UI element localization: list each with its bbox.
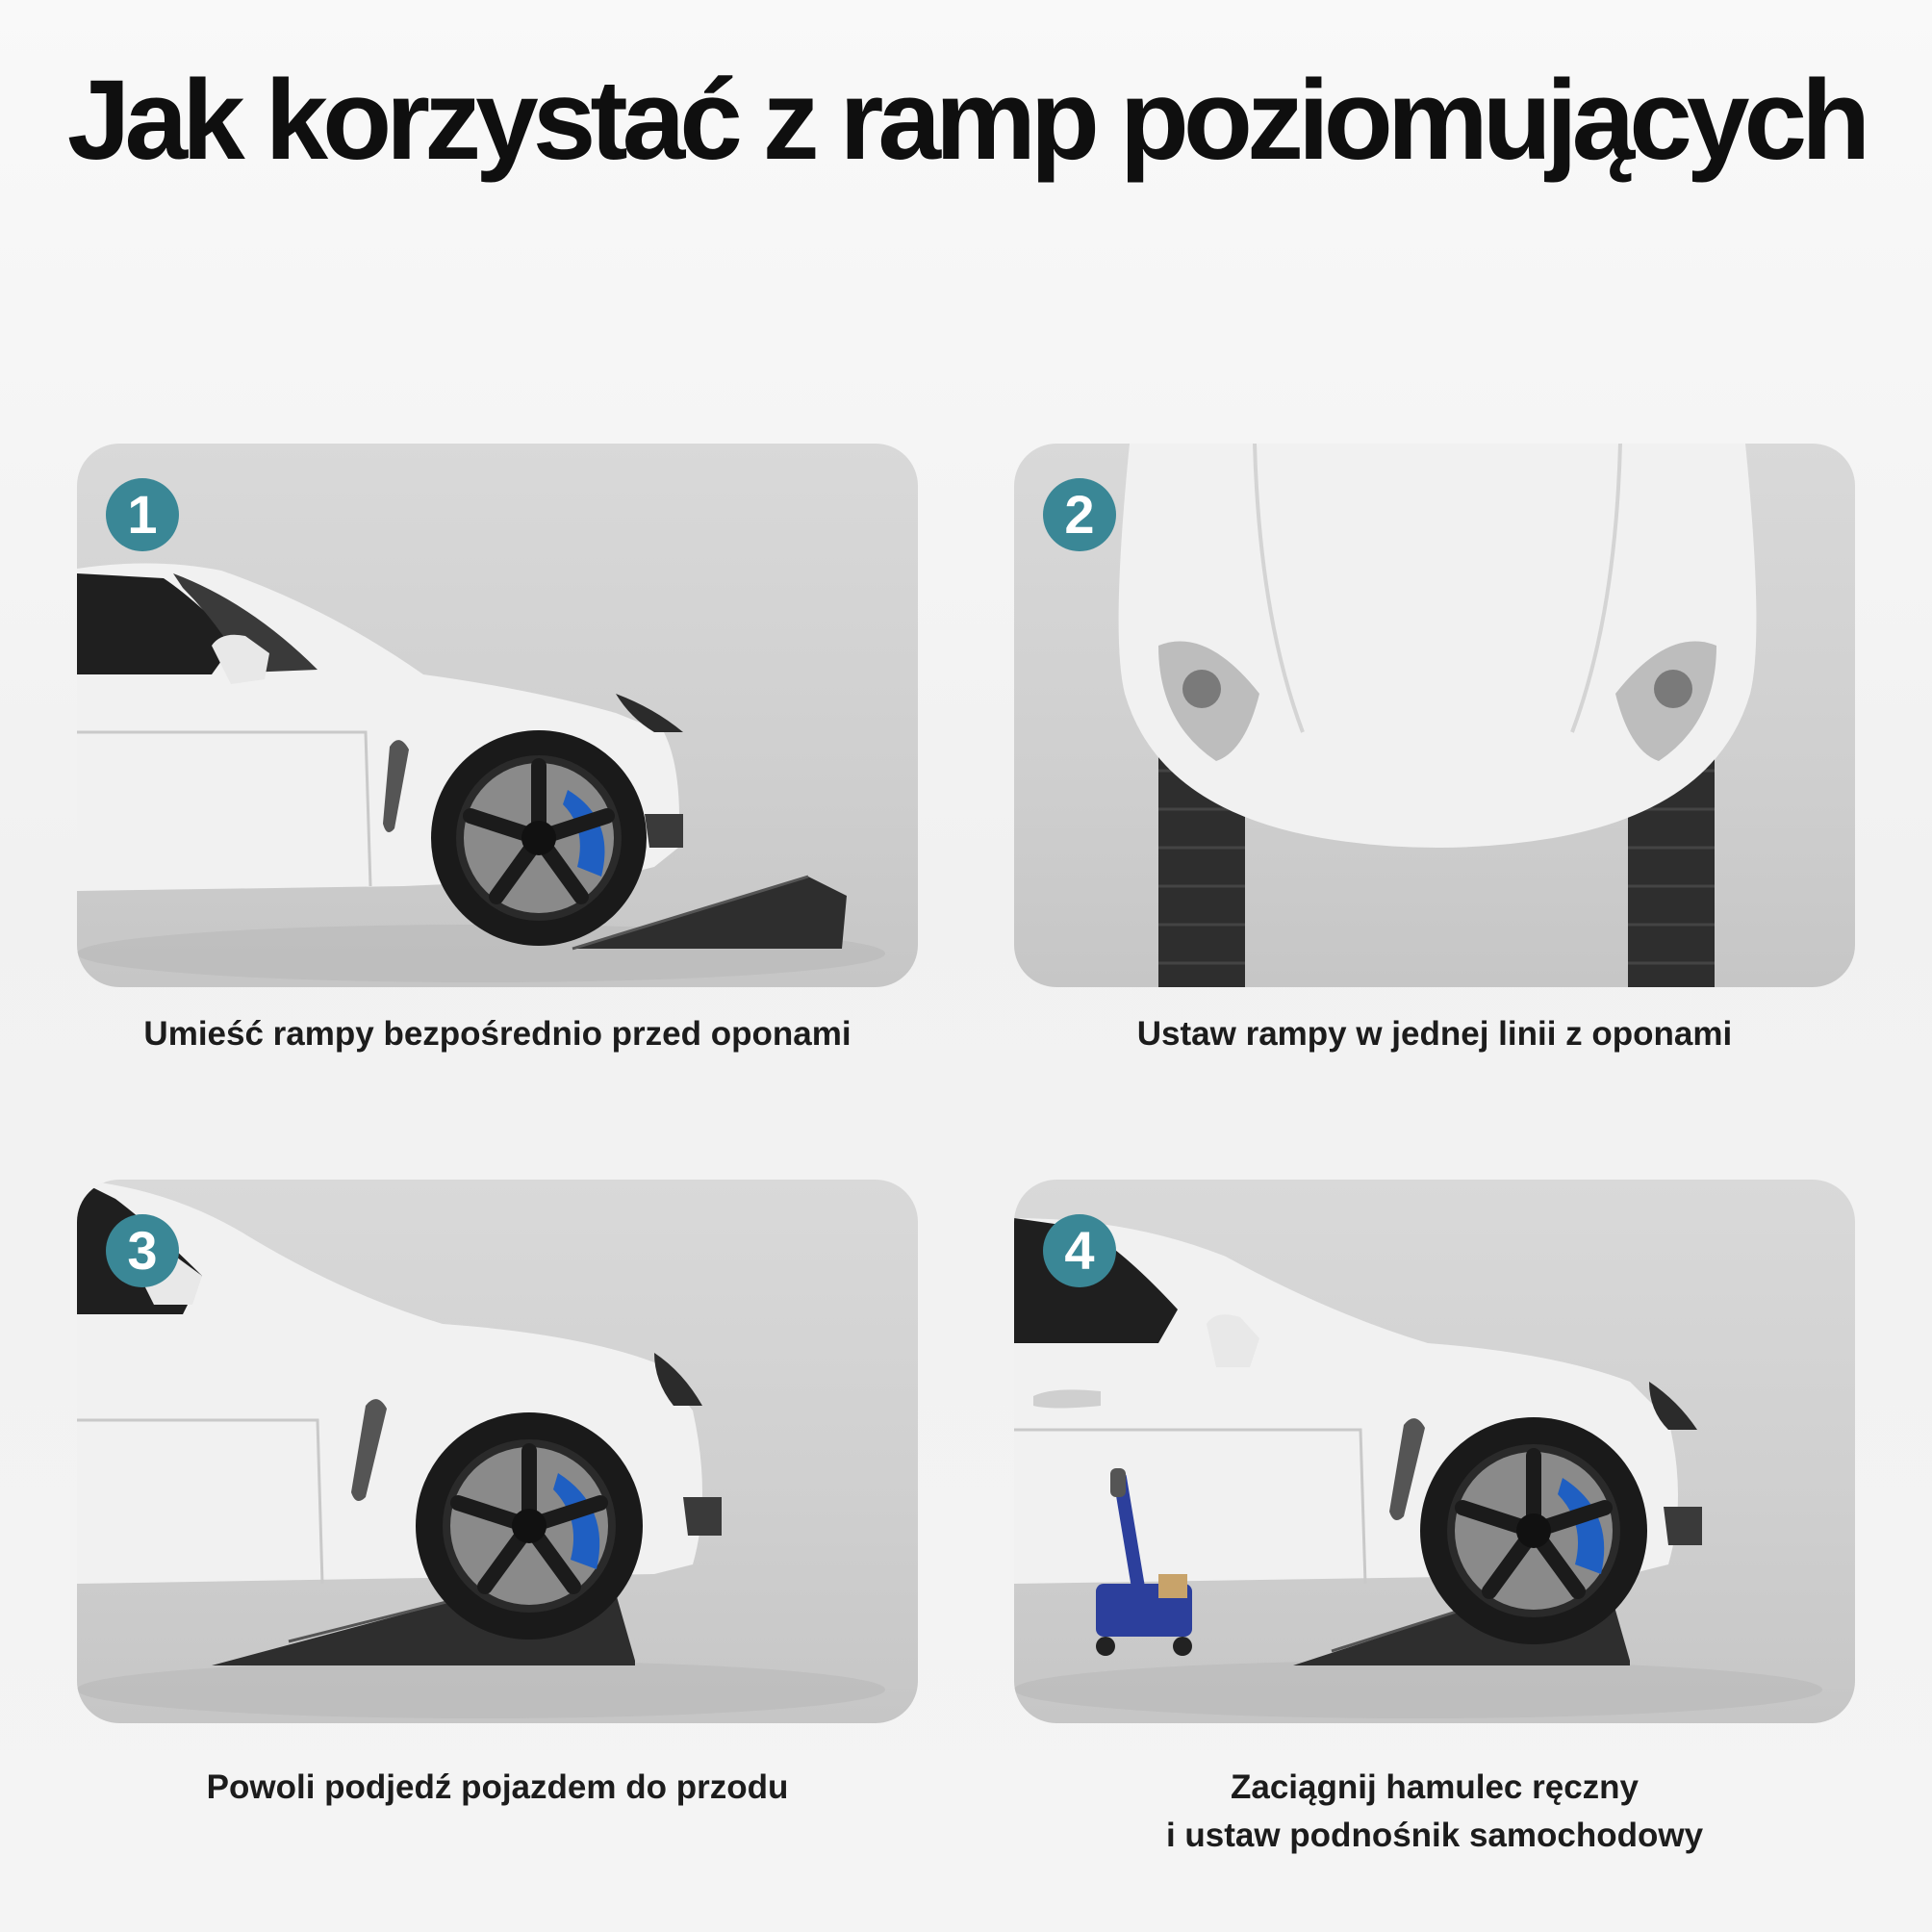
step-2-badge: 2 — [1043, 478, 1116, 551]
car-on-ramp-with-jack-image — [1014, 1180, 1855, 1723]
step-4-caption-line-2: i ustaw podnośnik samochodowy — [1165, 1817, 1704, 1854]
step-3-caption — [77, 1764, 918, 1812]
step-1-panel — [77, 444, 918, 987]
step-4-panel — [1014, 1180, 1855, 1723]
step-4-caption — [1014, 1764, 1855, 1860]
step-2-panel — [1014, 444, 1855, 987]
car-driving-onto-ramp-image — [77, 1180, 918, 1723]
step-2-caption-line-1: Ustaw rampy w jednej linii z oponami — [1136, 1015, 1733, 1053]
step-1-caption-line-1: Umieść rampy bezpośrednio przed oponami — [143, 1015, 852, 1053]
car-top-view-ramps-aligned-image — [1014, 444, 1855, 987]
step-2-caption — [1014, 1010, 1855, 1058]
page-title: Jak korzystać z ramp poziomujących — [66, 57, 1866, 184]
step-3-panel — [77, 1180, 918, 1723]
step-4-badge: 4 — [1043, 1214, 1116, 1287]
step-3-caption-line-1: Powoli podjedź pojazdem do przodu — [206, 1768, 789, 1806]
step-3-badge: 3 — [106, 1214, 179, 1287]
step-4-caption-line-1: Zaciągnij hamulec ręczny — [1230, 1768, 1640, 1806]
step-1-badge: 1 — [106, 478, 179, 551]
car-side-view-ramp-ahead-image — [77, 444, 918, 987]
step-1-caption — [77, 1010, 918, 1058]
